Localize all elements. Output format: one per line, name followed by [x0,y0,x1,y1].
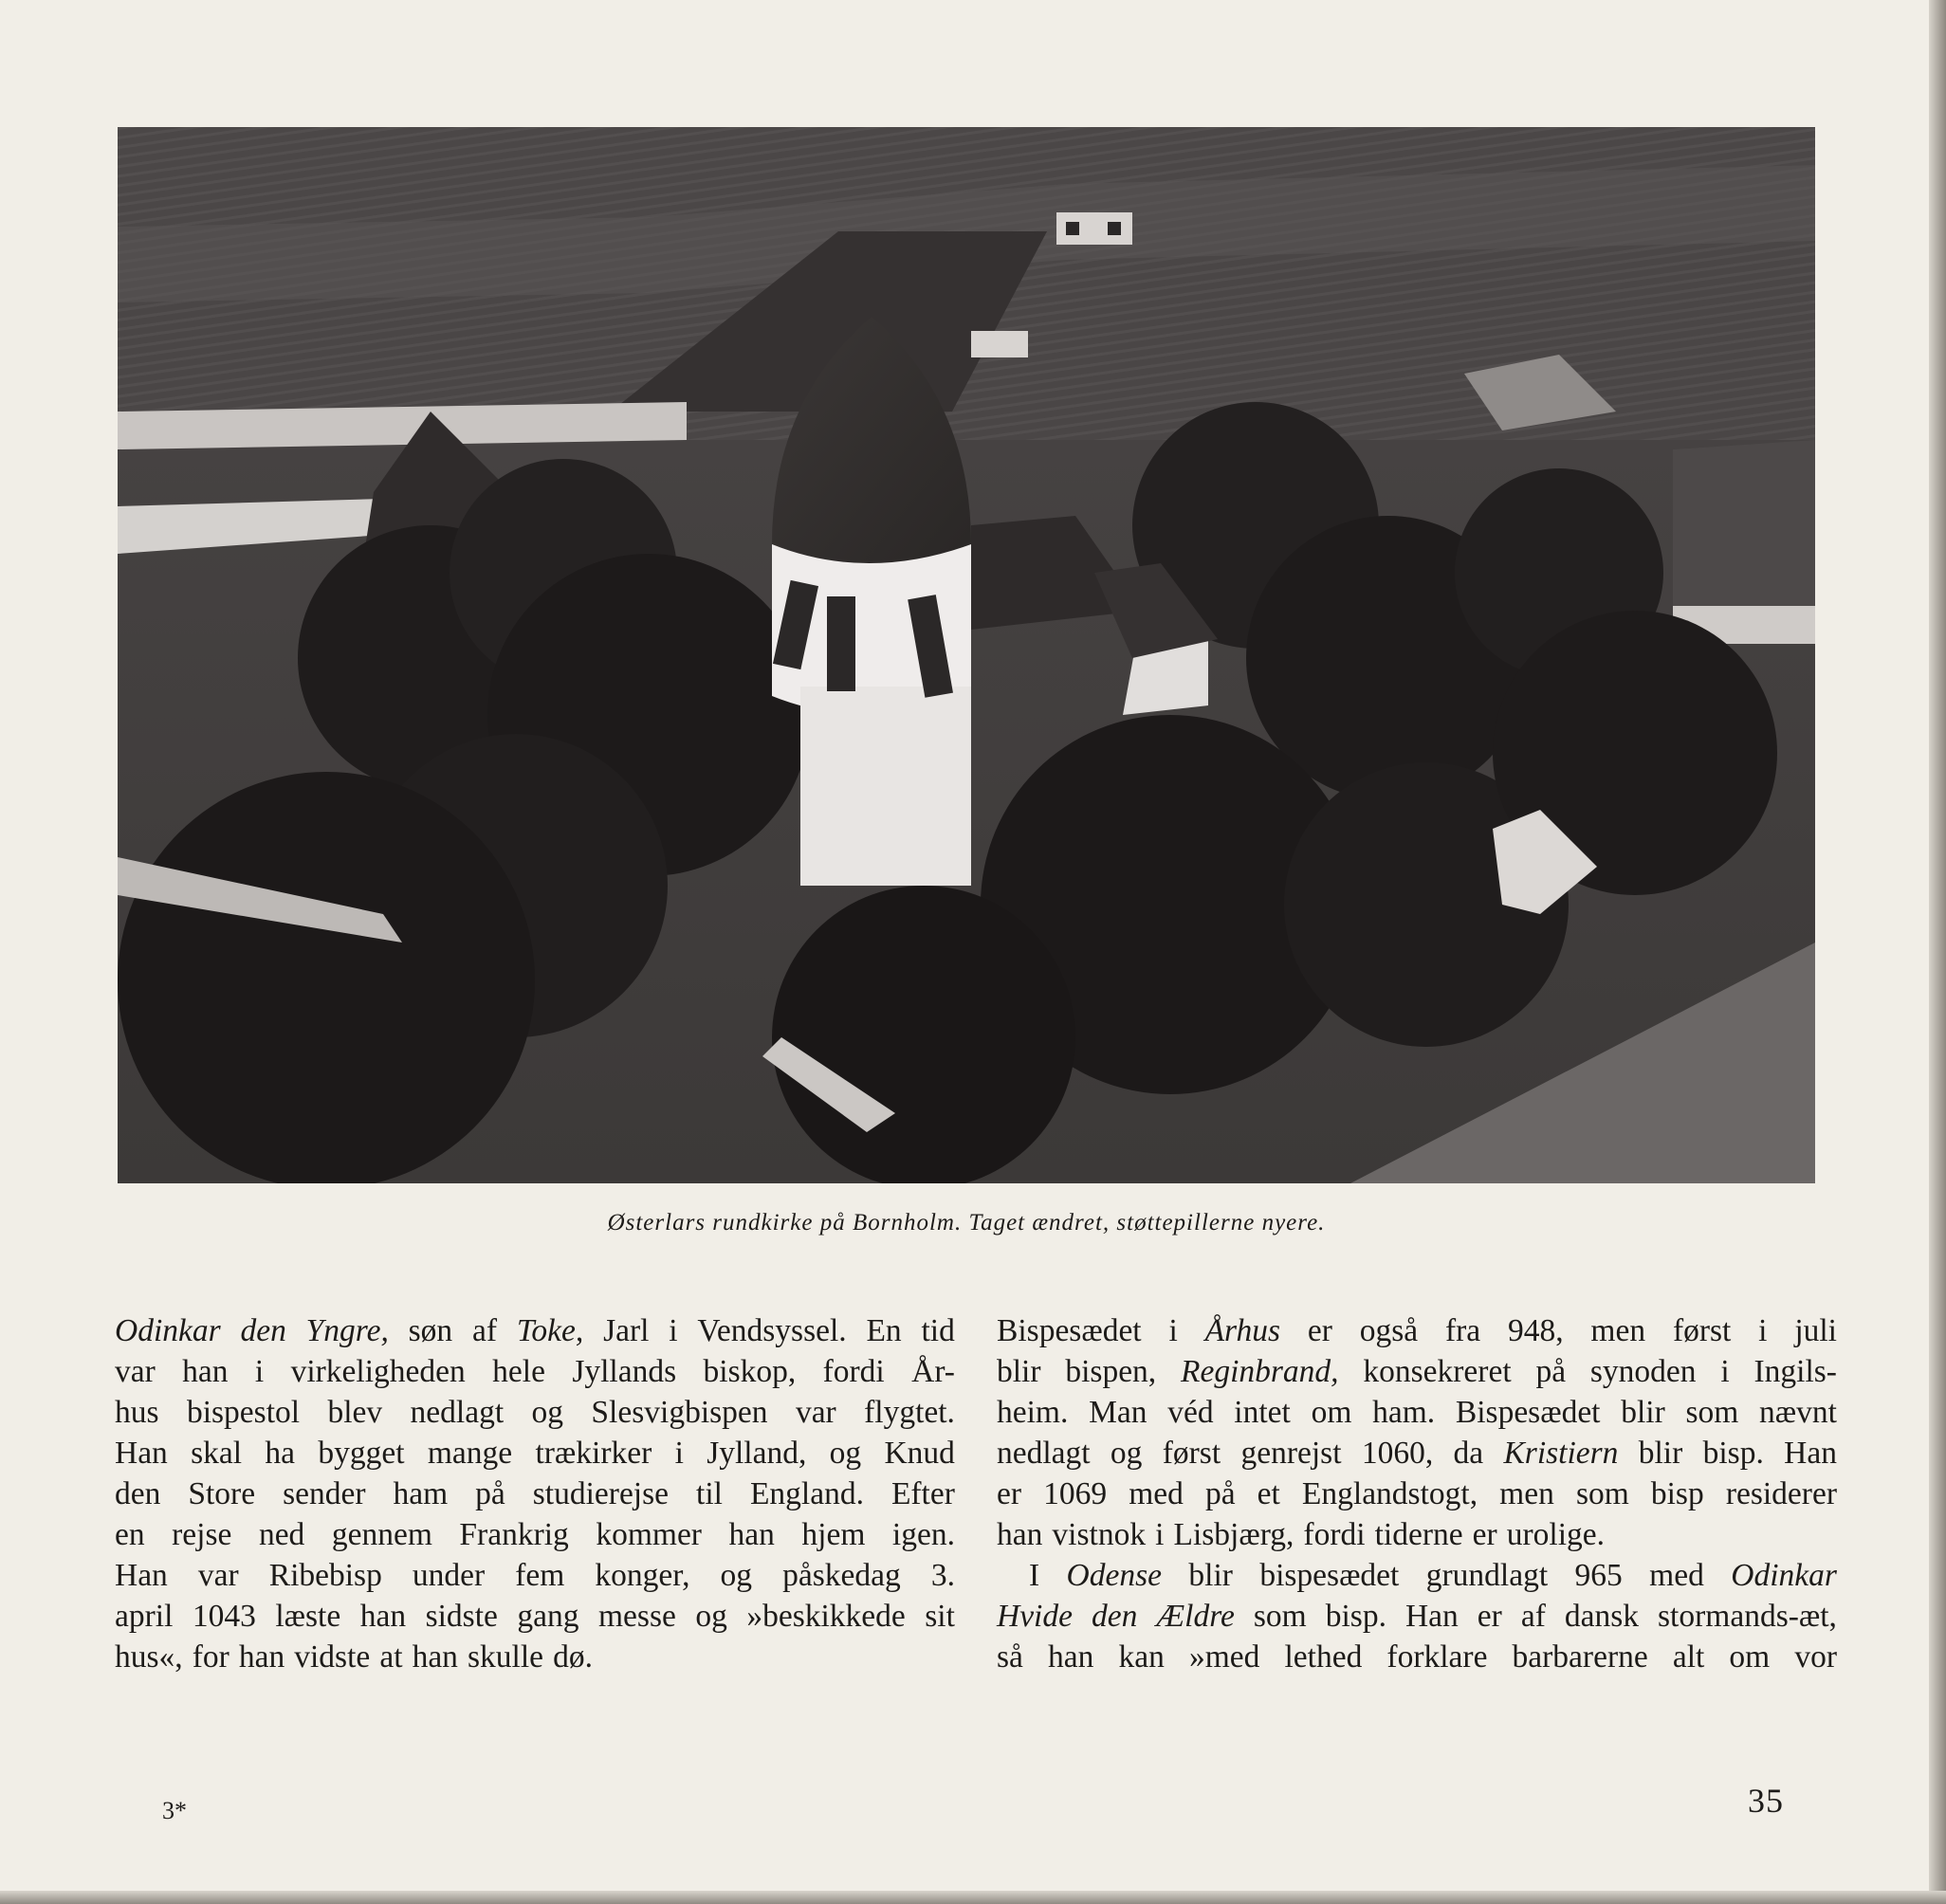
word: som [1253,1599,1307,1634]
word: Odinkar [115,1313,221,1348]
text-line [997,1637,1837,1677]
word: Jarl [603,1313,650,1348]
word: som [1685,1395,1739,1430]
word: er [1307,1313,1332,1348]
word: læste [275,1599,341,1634]
word: Man [1089,1395,1147,1430]
word: biskop, [703,1354,797,1389]
word: En [866,1313,902,1348]
word: er [1472,1517,1497,1552]
text-column-right [997,1310,1837,1677]
word: Yngre, [305,1313,389,1348]
word: Han [1404,1599,1459,1634]
word: bispestol [186,1395,301,1430]
text-line [115,1637,955,1677]
word: »beskikkede [746,1599,906,1634]
word: han [1048,1639,1094,1675]
text-line [115,1310,955,1351]
page-number: 35 [1748,1782,1784,1820]
word: residerer [1725,1476,1837,1511]
word: og [829,1436,862,1471]
text-line [115,1392,955,1433]
word: År- [911,1354,955,1389]
word: messe [597,1599,676,1634]
word: ham. [1372,1395,1436,1430]
word: kommer [596,1517,702,1552]
word: Ribebisp [268,1558,382,1593]
text-line [997,1392,1837,1433]
word: den [1092,1599,1138,1634]
word: nedlagt [997,1436,1091,1471]
word: barbarerne [1512,1639,1648,1675]
text-line [997,1514,1837,1555]
word: synoden [1589,1354,1697,1389]
word: 1060, [1361,1436,1434,1471]
word: hus [115,1395,159,1430]
text-line [115,1474,955,1514]
word: Englandstogt, [1301,1476,1478,1511]
word: på [1204,1476,1236,1511]
word: er [1477,1599,1502,1634]
text-line [115,1596,955,1637]
word: konger, [595,1558,690,1593]
text-line [115,1351,955,1392]
word: Odense [1066,1558,1163,1593]
word: på [1535,1354,1567,1389]
word: bispen, [1065,1354,1157,1389]
word: blir [1638,1436,1683,1471]
word: med [1649,1558,1704,1593]
word: sit [925,1599,955,1634]
word: af [472,1313,498,1348]
word: ned [258,1517,305,1552]
word: tid [921,1313,955,1348]
word: ha [265,1436,296,1471]
word: i [1720,1354,1730,1389]
word: var [795,1395,836,1430]
word: Jylland, [707,1436,807,1471]
word: I [1029,1558,1040,1593]
word: på [475,1476,505,1511]
word: lethed [1284,1639,1363,1675]
word: 3. [930,1558,955,1593]
word: hjem [801,1517,866,1552]
word: for [192,1639,229,1675]
word: skal [191,1436,243,1471]
word: konsekreret [1363,1354,1512,1389]
word: gang [517,1599,579,1634]
word: ham [393,1476,449,1511]
word: trækirker [535,1436,652,1471]
text-column-left [115,1310,955,1677]
word: Jyllands [572,1354,677,1389]
word: dø. [553,1639,593,1675]
photo-caption: Østerlars rundkirke på Bornholm. Taget ændret, støttepillerne nyere. [607,1210,1326,1236]
word: han [997,1517,1043,1552]
word: nedlagt [410,1395,505,1430]
word: bisp. [1325,1599,1386,1634]
word: vistnok [1052,1517,1147,1552]
word: er [997,1476,1022,1511]
word: Vendsyssel. [697,1313,847,1348]
word: bisp [1650,1476,1704,1511]
word: bygget [318,1436,405,1471]
word: vidste [294,1639,371,1675]
text-line [115,1555,955,1596]
word: bisp. [1702,1436,1764,1471]
word: søn [408,1313,453,1348]
word: og [720,1558,753,1593]
word: først [1672,1313,1732,1348]
word: rejse [172,1517,232,1552]
word: i [669,1313,678,1348]
word: påskedag [782,1558,901,1593]
word: nævnt [1759,1395,1837,1430]
church-photo [118,127,1815,1183]
word: vor [1794,1639,1837,1675]
word: han [182,1354,229,1389]
word: kan [1118,1639,1165,1675]
word: studierejse [532,1476,670,1511]
word: Slesvigbispen [591,1395,768,1430]
word: den [240,1313,286,1348]
text-line [997,1474,1837,1514]
text-line [115,1433,955,1474]
text-line [997,1351,1837,1392]
word: Han [115,1558,168,1593]
word: Århus [1204,1313,1281,1348]
word: blir [1188,1558,1233,1593]
word: Knud [884,1436,955,1471]
word: 948, [1507,1313,1564,1348]
word: i [254,1354,265,1389]
word: 1043 [192,1599,256,1634]
word: Hvide [997,1599,1073,1634]
word: England. [749,1476,864,1511]
word: men [1590,1313,1646,1348]
signature-mark: 3* [162,1797,187,1824]
text-line [997,1555,1837,1596]
word: i [1168,1313,1178,1348]
word: april [115,1599,174,1634]
word: forklare [1386,1639,1488,1675]
word: juli [1794,1313,1837,1348]
word: Ældre [1156,1599,1235,1634]
word: Store [188,1476,256,1511]
word: 1069 [1043,1476,1108,1511]
word: skulle [467,1639,544,1675]
word: fra [1444,1313,1481,1348]
word: var [197,1558,239,1593]
word: blev [327,1395,383,1430]
word: Efter [890,1476,955,1511]
word: Bispesædet [1455,1395,1601,1430]
text-line [115,1514,955,1555]
word: urolige. [1506,1517,1605,1552]
word: af [1520,1599,1546,1634]
page-edge-shadow [1929,0,1946,1904]
word: stormands-æt, [1658,1599,1837,1634]
word: også [1359,1313,1419,1348]
word: Toke, [516,1313,584,1348]
word: han [359,1599,407,1634]
word: han [728,1517,775,1552]
word: i [1155,1517,1165,1552]
word: heim. [997,1395,1069,1430]
word: Reginbrand, [1181,1354,1339,1389]
word: fordi [1303,1517,1366,1552]
word: fordi [822,1354,885,1389]
word: alt [1672,1639,1705,1675]
word: en [115,1517,145,1552]
word: 965 [1574,1558,1623,1593]
word: han [412,1639,458,1675]
word: og [695,1599,727,1634]
word: blir [1621,1395,1665,1430]
word: mange [427,1436,513,1471]
text-line [997,1433,1837,1474]
word: og [531,1395,564,1430]
word: Ingils- [1753,1354,1837,1389]
word: grundlagt [1425,1558,1549,1593]
word: så [997,1639,1023,1675]
word: virkeligheden [290,1354,466,1389]
word: den [115,1476,161,1511]
word: hele [492,1354,545,1389]
word: Lisbjærg, [1173,1517,1294,1552]
word: Han [1784,1436,1837,1471]
word: under [412,1558,486,1593]
text-line [997,1596,1837,1637]
word: om [1729,1639,1771,1675]
word: til [696,1476,723,1511]
word: bispesædet [1259,1558,1400,1593]
word: men [1499,1476,1554,1511]
word: i [674,1436,684,1471]
word: som [1575,1476,1629,1511]
word: fem [515,1558,565,1593]
word: igen. [891,1517,955,1552]
word: at [379,1639,403,1675]
word: hus«, [115,1639,183,1675]
word: om [1311,1395,1352,1430]
word: Han [115,1436,168,1471]
word: tiderne [1374,1517,1463,1552]
word: Bispesædet [997,1313,1142,1348]
word: blir [997,1354,1041,1389]
word: véd [1167,1395,1214,1430]
word: i [1758,1313,1768,1348]
word: sender [283,1476,366,1511]
word: dansk [1564,1599,1640,1634]
word: han [238,1639,285,1675]
word: flygtet. [864,1395,955,1430]
word: var [115,1354,156,1389]
word: sidste [425,1599,498,1634]
word: med [1129,1476,1184,1511]
word: intet [1234,1395,1291,1430]
word: Odinkar [1731,1558,1837,1593]
word: et [1257,1476,1280,1511]
word: »med [1188,1639,1260,1675]
word: og [1110,1436,1143,1471]
word: Kristiern [1503,1436,1619,1471]
word: Frankrig [459,1517,569,1552]
word: genrejst [1240,1436,1342,1471]
word: gennem [331,1517,432,1552]
text-line [997,1310,1837,1351]
word: først [1162,1436,1221,1471]
page-bottom-shadow [0,1891,1946,1904]
word: da [1453,1436,1484,1471]
